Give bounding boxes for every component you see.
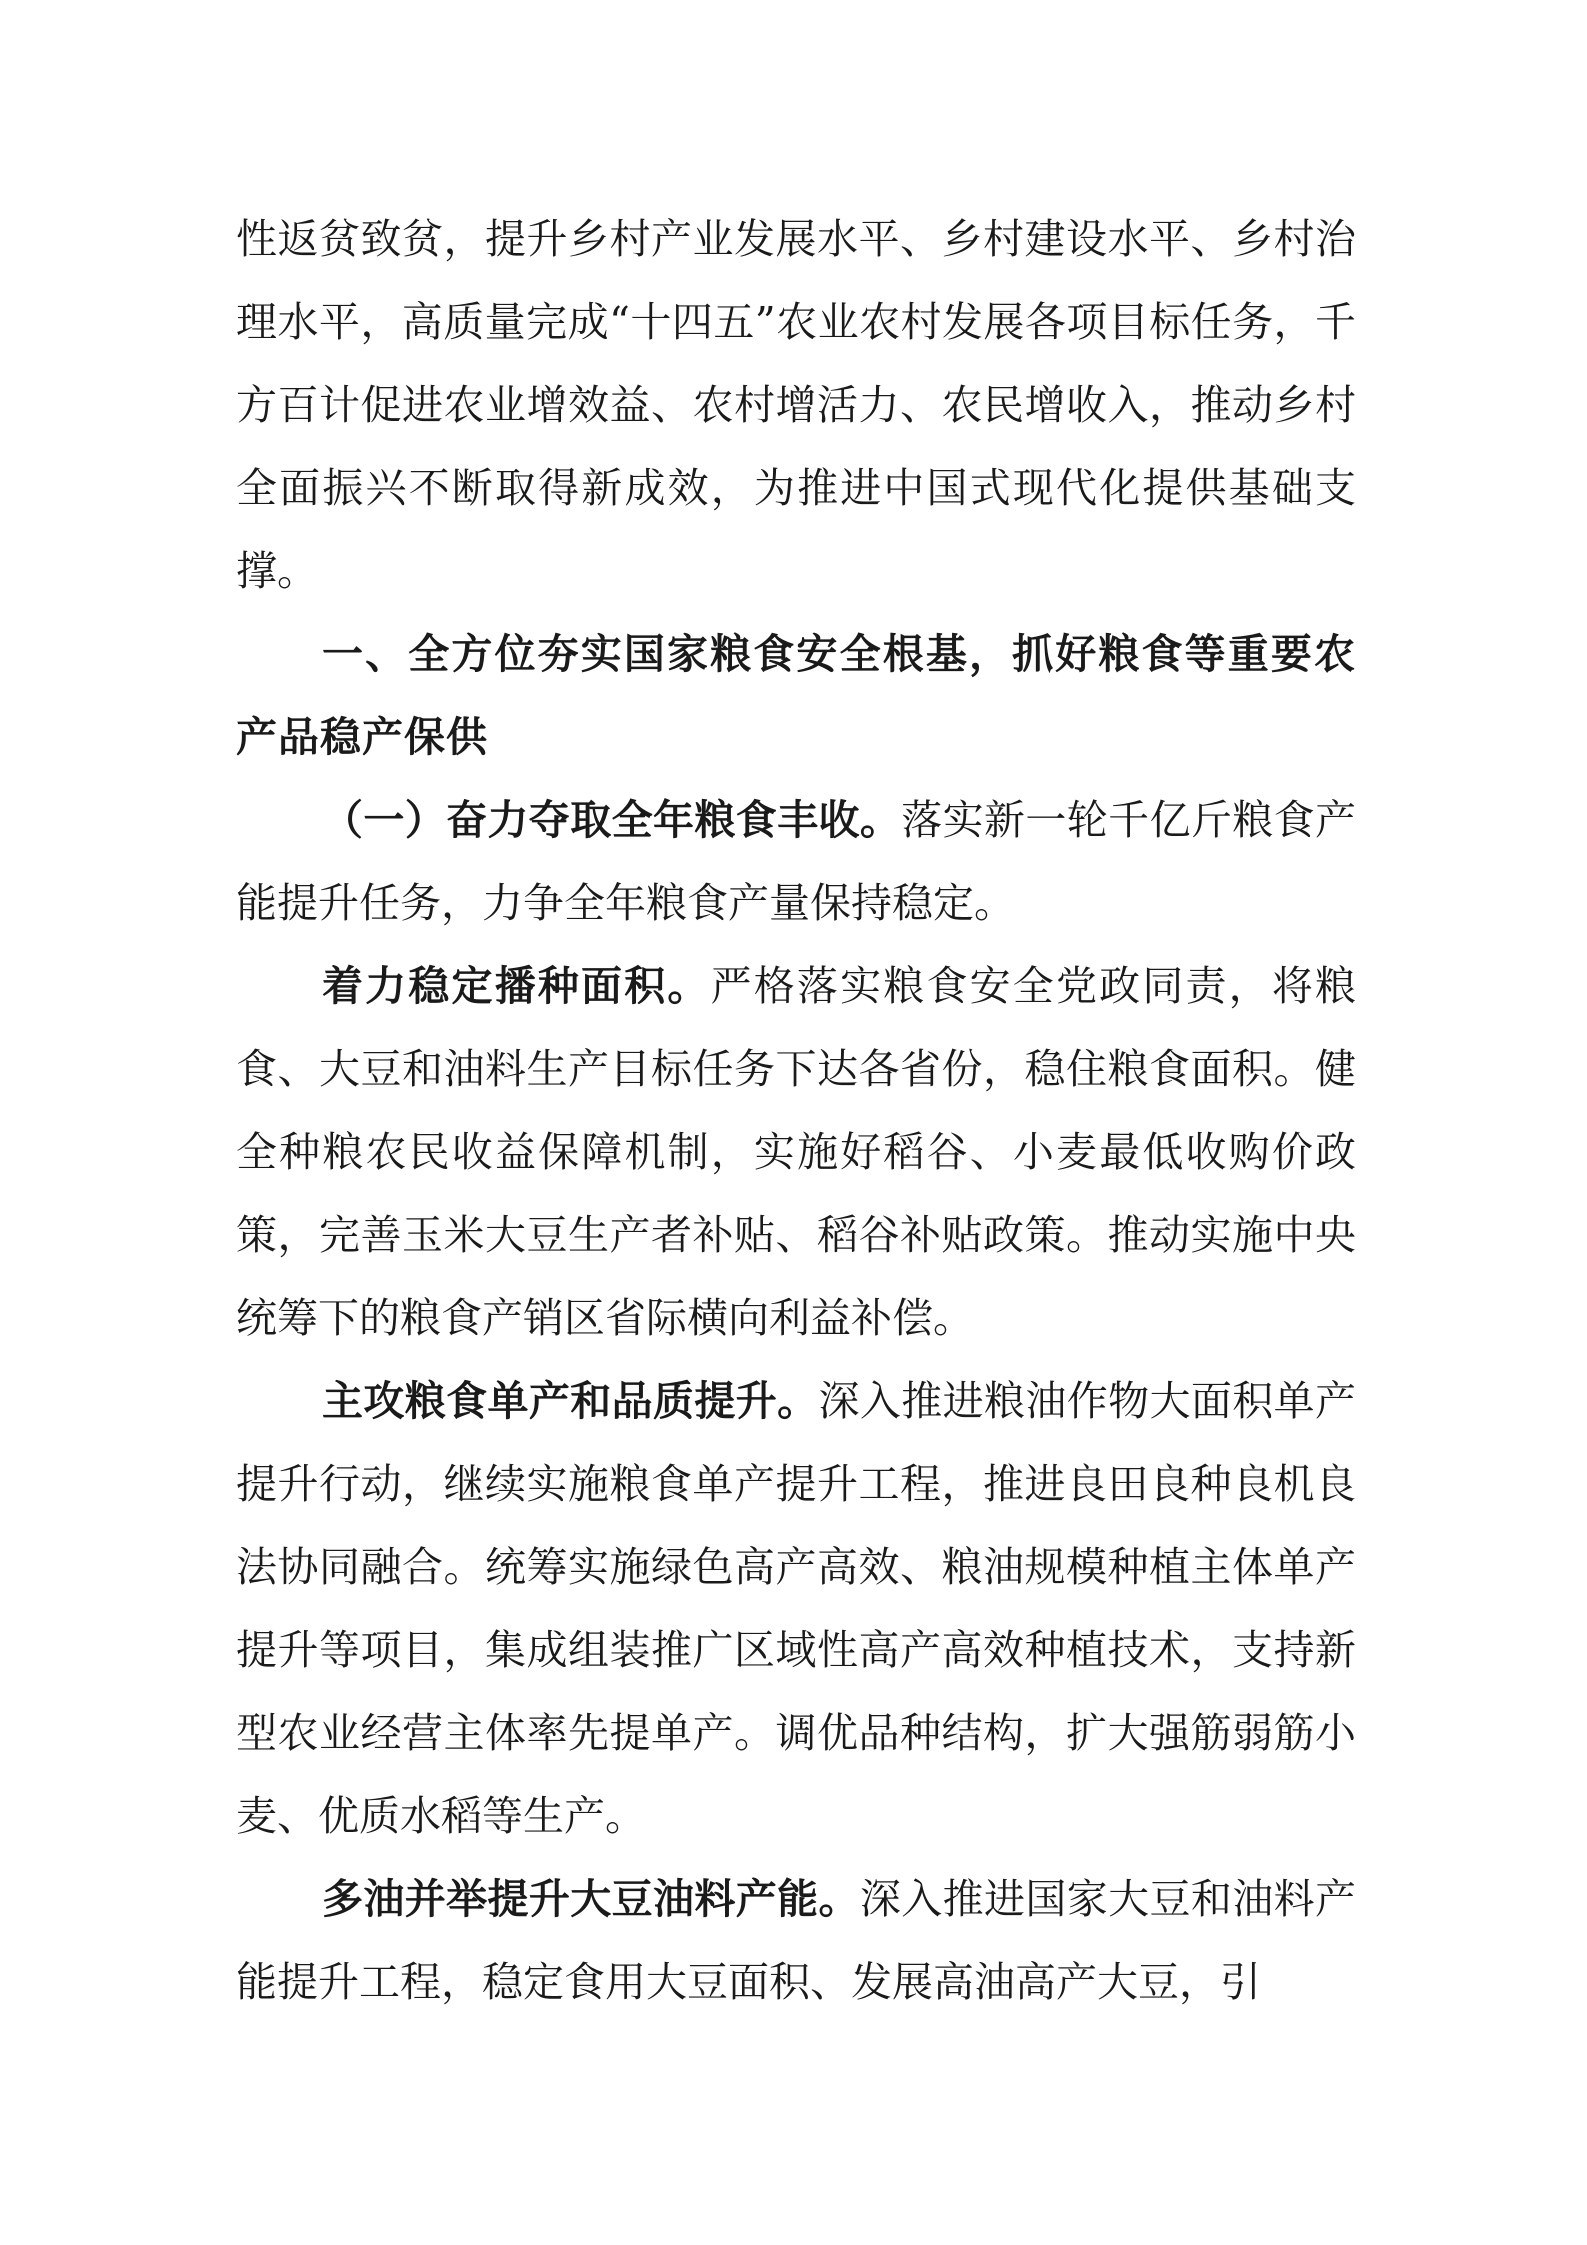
paragraph-text: 深入推进粮油作物大面积单产提升行动，继续实施粮食单产提升工程，推进良田良种良机良法协同融合。统筹实施绿色高产高效、粮油规模种植主体单产提升等项目，集成组装推广区域性高产高效种植技术，支持新型农业经营主体率先提单产。调优品种结构，扩大强筋弱筋小麦、优质水稻等生产。 — [236, 1377, 1356, 1840]
paragraph-soybean-oil — [236, 1858, 1356, 2024]
paragraph-text: 严格落实粮食安全党政同责，将粮食、大豆和油料生产目标任务下达各省份，稳住粮食面积。健全种粮农民收益保障机制，实施好稻谷、小麦最低收购价政策，完善玉米大豆生产者补贴、稻谷补贴政策。推动实施中央统筹下的粮食产销区省际横向利益补偿。 — [236, 962, 1357, 1342]
paragraph-yield-quality — [236, 1360, 1356, 1858]
paragraph-text: 落实新一轮千亿斤粮食产能提升任务，力争全年粮食产量保持稳定。 — [236, 796, 1356, 927]
paragraph-planting-area — [236, 945, 1356, 1360]
paragraph-subsection-1 — [236, 779, 1356, 945]
paragraph-text: 性返贫致贫，提升乡村产业发展水平、乡村建设水平、乡村治理水平，高质量完成“十四五”农业农村发展各项目标任务，千方百计促进农业增效益、农村增活力、农民增收入，推动乡村全面振兴不断取得新成效，为推进中国式现代化提供基础支撑。 — [236, 215, 1356, 595]
section-heading-text: 一、全方位夯实国家粮食安全根基，抓好粮食等重要农产品稳产保供 — [236, 630, 1356, 761]
paragraph-lead: 多油并举提升大豆油料产能。 — [322, 1875, 860, 1923]
section-heading-1 — [236, 613, 1356, 779]
paragraph-intro-continuation — [236, 198, 1356, 613]
document-body — [236, 198, 1356, 2024]
paragraph-lead: 主攻粮食单产和品质提升。 — [322, 1377, 819, 1425]
paragraph-lead: 着力稳定播种面积。 — [322, 962, 711, 1010]
subsection-lead: （一）奋力夺取全年粮食丰收。 — [322, 796, 902, 844]
paragraph-text: 深入推进国家大豆和油料产能提升工程，稳定食用大豆面积、发展高油高产大豆，引 — [236, 1875, 1356, 2006]
